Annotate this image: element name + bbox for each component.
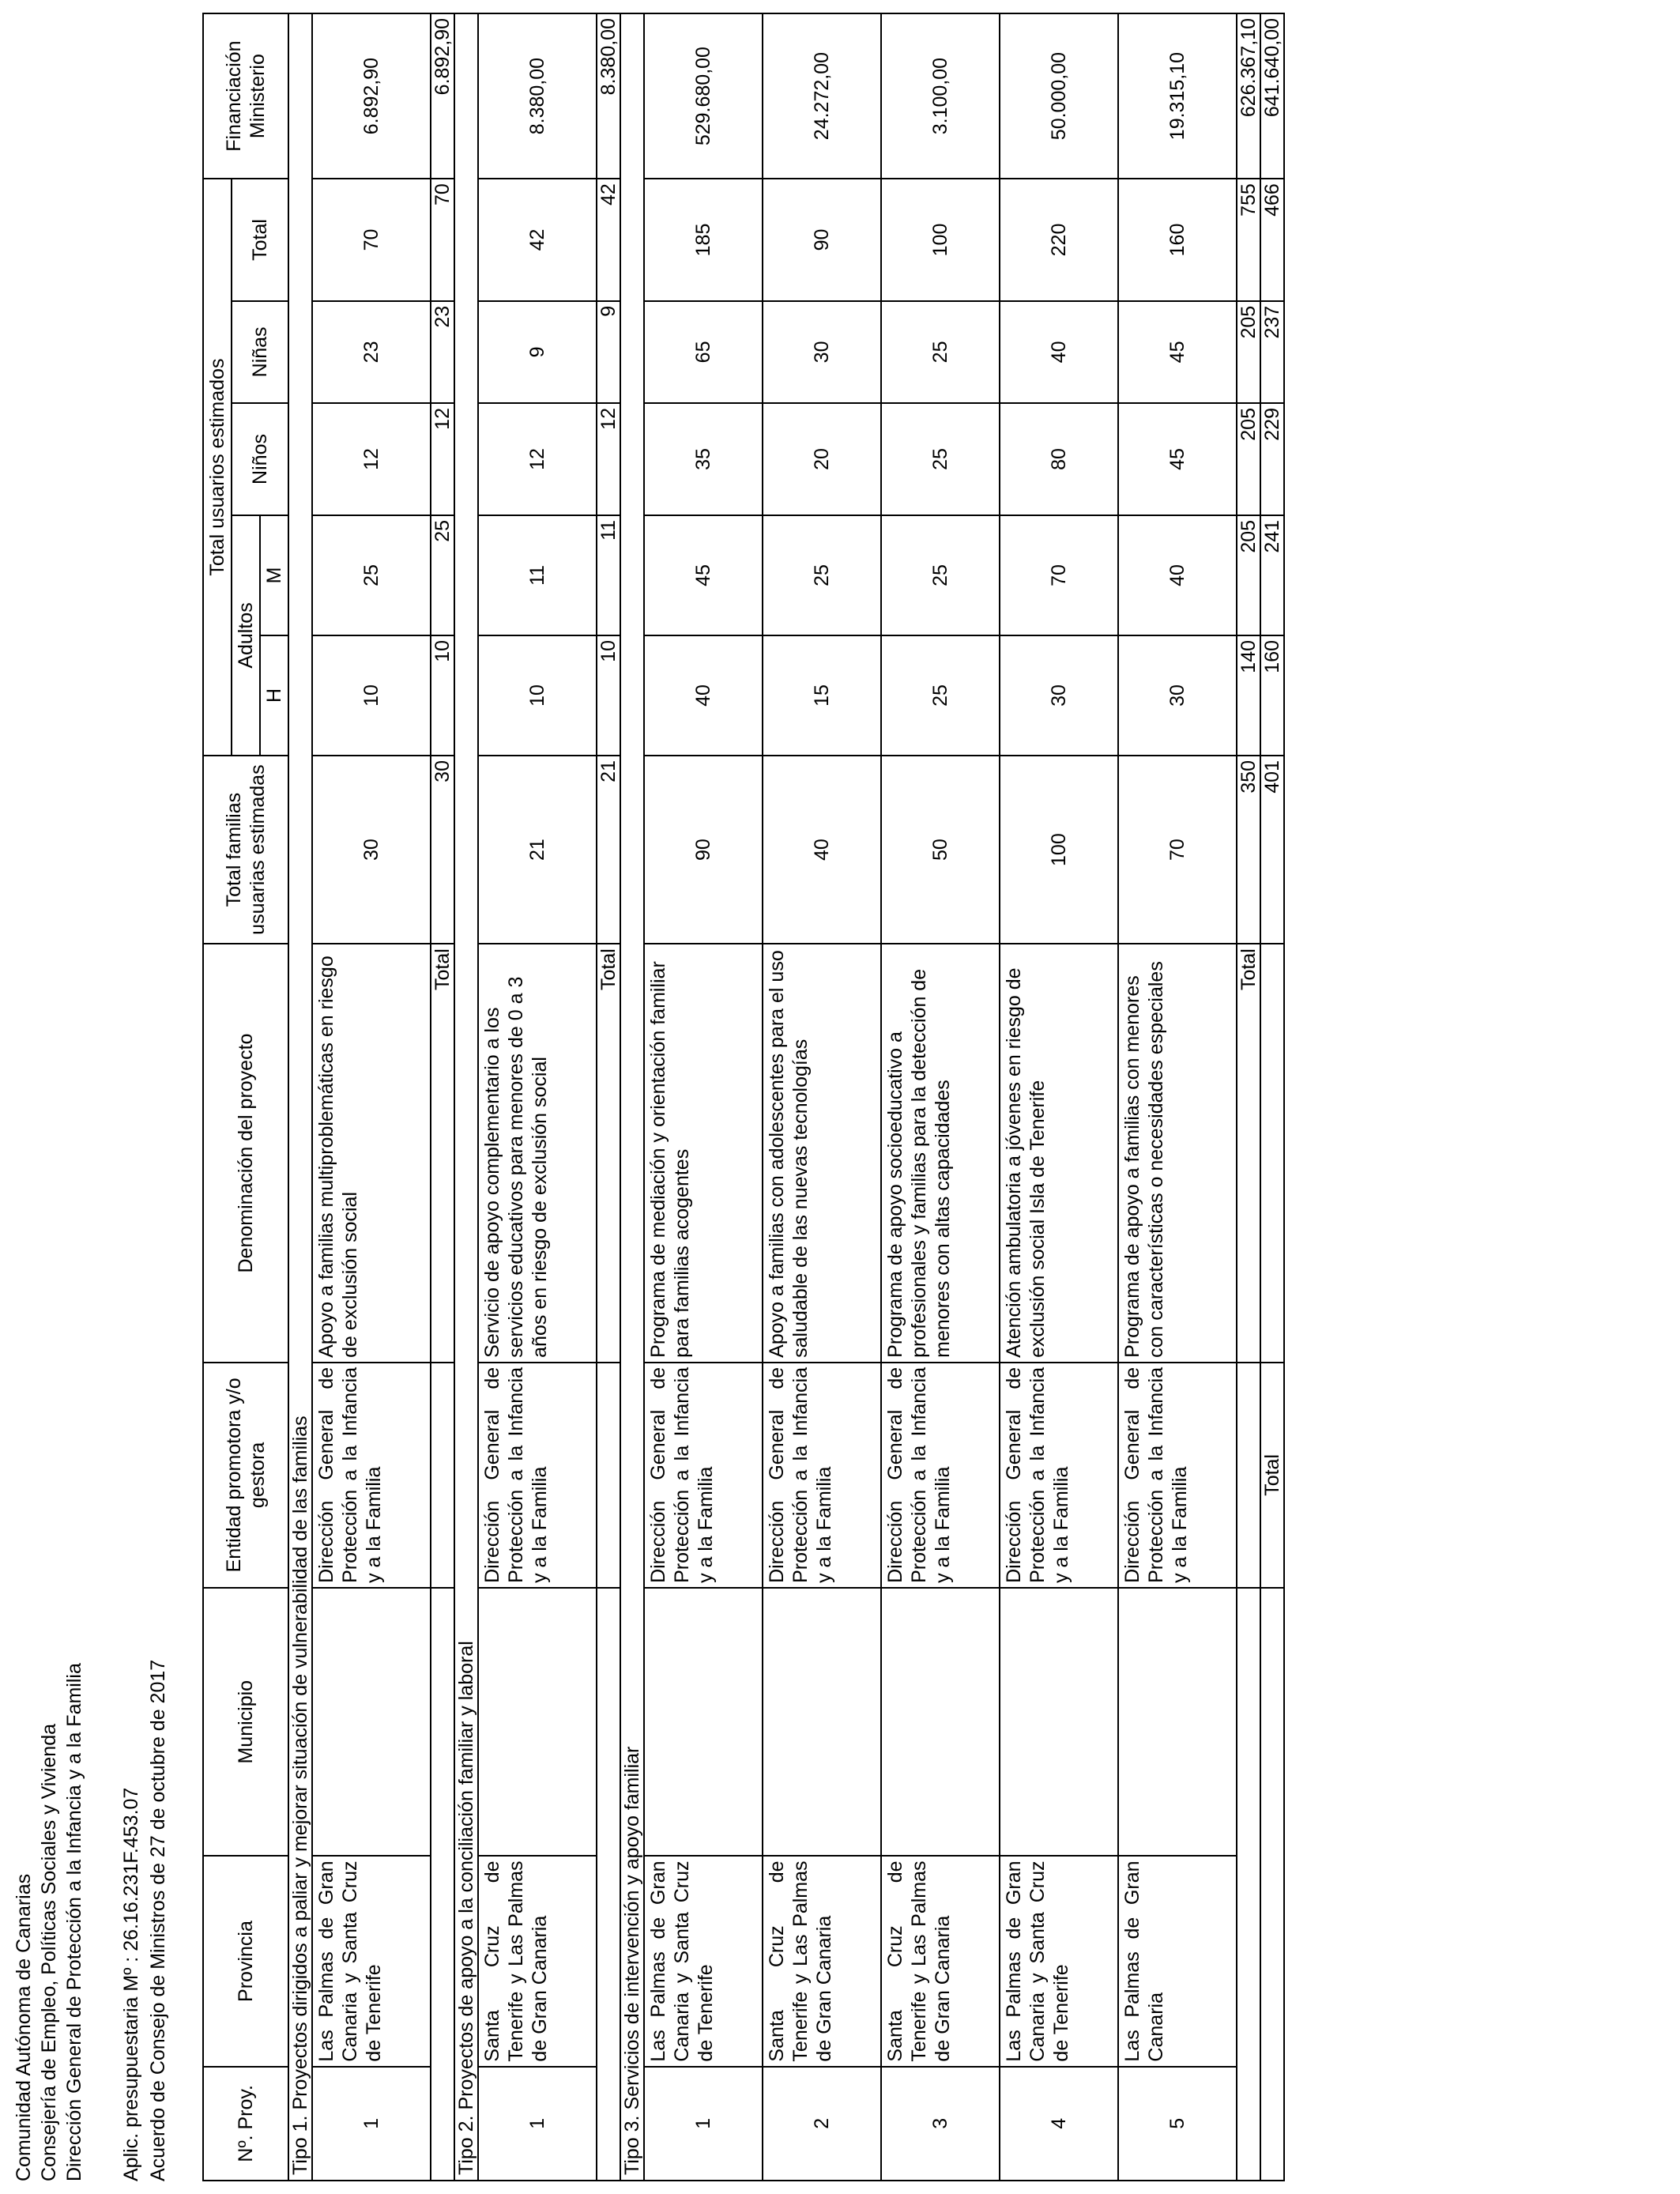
section-title: Tipo 1. Proyectos dirigidos a paliar y mejorar situación de vulnerabilidad de las familias <box>288 13 312 2181</box>
cell-total: 185 <box>644 179 763 301</box>
cell-entidad: Dirección General de Protección a la Infancia y a la Familia <box>763 1363 881 1588</box>
cell-provincia: Santa Cruz de Tenerife y Las Palmas de Gran Canaria <box>881 1856 1000 2066</box>
cell-num: 2 <box>763 2067 881 2181</box>
total-financiacion: 6.892,90 <box>431 13 454 179</box>
cell-denominacion: Apoyo a familias multiproblemáticas en riesgo de exclusión social <box>312 944 431 1363</box>
total-label: Total <box>597 944 620 1363</box>
section-row <box>454 13 478 2181</box>
cell-num: 1 <box>478 2067 597 2181</box>
cell-h: 15 <box>763 635 881 756</box>
col-total: Total <box>232 179 288 301</box>
col-num: Nº. Proy. <box>203 2067 288 2181</box>
total-total: 70 <box>431 179 454 301</box>
cell-provincia: Las Palmas de Gran Canaria y Santa Cruz de Tenerife <box>644 1856 763 2066</box>
total-h: 10 <box>597 635 620 756</box>
cell-ninas: 30 <box>763 301 881 403</box>
cell-entidad: Dirección General de Protección a la Infancia y a la Familia <box>644 1363 763 1588</box>
cell-entidad: Dirección General de Protección a la Infancia y a la Familia <box>881 1363 1000 1588</box>
section-row <box>620 13 644 2181</box>
cell-total: 90 <box>763 179 881 301</box>
total-ninos: 12 <box>431 403 454 515</box>
header-line-2: Consejería de Empleo, Políticas Sociales y Vivienda <box>38 1723 60 2181</box>
col-usuarios: Total usuarios estimados <box>203 179 232 756</box>
budget-line: Aplic. presupuestaria Mº : 26.16.231F.453.07 <box>120 1787 142 2181</box>
cell-financiacion: 50.000,00 <box>1000 13 1118 179</box>
cell-ninos: 35 <box>644 403 763 515</box>
grand-total-spacer <box>1260 944 1284 1363</box>
total-total: 42 <box>597 179 620 301</box>
total-spacer <box>597 1363 620 1588</box>
total-familias: 350 <box>1237 756 1260 944</box>
cell-provincia: Las Palmas de Gran Canaria y Santa Cruz de Tenerife <box>312 1856 431 2066</box>
col-h: H <box>260 635 288 756</box>
col-adultos: Adultos <box>232 515 260 756</box>
grand-total-m: 241 <box>1260 515 1284 635</box>
total-label: Total <box>1237 944 1260 1363</box>
agreement-line: Acuerdo de Consejo de Ministros de 27 de octubre de 2017 <box>147 1659 169 2181</box>
col-entidad: Entidad promotora y/o gestora <box>203 1363 288 1588</box>
cell-municipio <box>478 1588 597 1857</box>
total-financiacion: 626.367,10 <box>1237 13 1260 179</box>
cell-entidad: Dirección General de Protección a la Infancia y a la Familia <box>312 1363 431 1588</box>
cell-total: 220 <box>1000 179 1118 301</box>
total-ninos: 205 <box>1237 403 1260 515</box>
total-m: 205 <box>1237 515 1260 635</box>
total-m: 25 <box>431 515 454 635</box>
total-familias: 30 <box>431 756 454 944</box>
cell-ninas: 9 <box>478 301 597 403</box>
cell-total: 70 <box>312 179 431 301</box>
section-title: Tipo 2. Proyectos de apoyo a la conciliación familiar y laboral <box>454 13 478 2181</box>
cell-familias: 30 <box>312 756 431 944</box>
cell-financiacion: 6.892,90 <box>312 13 431 179</box>
table-row <box>1000 13 1118 2181</box>
grand-total-h: 160 <box>1260 635 1284 756</box>
col-ninos: Niños <box>232 403 288 515</box>
col-denominacion: Denominación del proyecto <box>203 944 288 1363</box>
cell-m: 11 <box>478 515 597 635</box>
section-total-row <box>1237 13 1260 2181</box>
section-total-row <box>431 13 454 2181</box>
cell-ninos: 45 <box>1118 403 1237 515</box>
grand-total-spacer <box>1260 1588 1284 2181</box>
total-ninas: 23 <box>431 301 454 403</box>
col-provincia: Provincia <box>203 1856 288 2066</box>
cell-familias: 40 <box>763 756 881 944</box>
cell-m: 40 <box>1118 515 1237 635</box>
cell-municipio <box>312 1588 431 1857</box>
cell-familias: 50 <box>881 756 1000 944</box>
cell-total: 100 <box>881 179 1000 301</box>
col-municipio: Municipio <box>203 1588 288 1857</box>
cell-ninos: 20 <box>763 403 881 515</box>
grand-total-familias: 401 <box>1260 756 1284 944</box>
cell-familias: 90 <box>644 756 763 944</box>
total-ninas: 9 <box>597 301 620 403</box>
cell-h: 10 <box>312 635 431 756</box>
table-row <box>763 13 881 2181</box>
grand-total-financiacion: 641.640,00 <box>1260 13 1284 179</box>
cell-ninos: 80 <box>1000 403 1118 515</box>
cell-m: 25 <box>763 515 881 635</box>
cell-municipio <box>881 1588 1000 1857</box>
table-body <box>288 13 1284 2181</box>
cell-financiacion: 529.680,00 <box>644 13 763 179</box>
table-header <box>203 13 288 2181</box>
cell-ninas: 23 <box>312 301 431 403</box>
cell-m: 70 <box>1000 515 1118 635</box>
table-row <box>1118 13 1237 2181</box>
cell-ninas: 65 <box>644 301 763 403</box>
cell-denominacion: Programa de apoyo socioeducativo a profesionales y familias para la detección de menores con altas capacidades <box>881 944 1000 1363</box>
cell-financiacion: 3.100,00 <box>881 13 1000 179</box>
header-line-1: Comunidad Autónoma de Canarias <box>13 1873 35 2181</box>
cell-num: 3 <box>881 2067 1000 2181</box>
total-financiacion: 8.380,00 <box>597 13 620 179</box>
cell-denominacion: Programa de apoyo a familias con menores con características o necesidades especiales <box>1118 944 1237 1363</box>
cell-denominacion: Apoyo a familias con adolescentes para el uso saludable de las nuevas tecnologías <box>763 944 881 1363</box>
cell-num: 5 <box>1118 2067 1237 2181</box>
cell-financiacion: 8.380,00 <box>478 13 597 179</box>
cell-num: 1 <box>644 2067 763 2181</box>
cell-municipio <box>1000 1588 1118 1857</box>
cell-municipio <box>763 1588 881 1857</box>
cell-entidad: Dirección General de Protección a la Infancia y a la Familia <box>1000 1363 1118 1588</box>
grand-total-total: 466 <box>1260 179 1284 301</box>
cell-m: 25 <box>881 515 1000 635</box>
section-row <box>288 13 312 2181</box>
cell-denominacion: Programa de mediación y orientación familiar para familias acogentes <box>644 944 763 1363</box>
total-spacer <box>1237 1363 1260 1588</box>
total-label: Total <box>431 944 454 1363</box>
grand-total-ninos: 229 <box>1260 403 1284 515</box>
cell-municipio <box>644 1588 763 1857</box>
cell-financiacion: 24.272,00 <box>763 13 881 179</box>
cell-entidad: Dirección General de Protección a la Infancia y a la Familia <box>1118 1363 1237 1588</box>
cell-ninos: 12 <box>478 403 597 515</box>
cell-provincia: Las Palmas de Gran Canaria <box>1118 1856 1237 2066</box>
cell-total: 42 <box>478 179 597 301</box>
total-spacer <box>597 1588 620 2181</box>
cell-denominacion: Servicio de apoyo complementario a los servicios educativos para menores de 0 a 3 años en riesgo de exclusión social <box>478 944 597 1363</box>
cell-h: 25 <box>881 635 1000 756</box>
cell-h: 40 <box>644 635 763 756</box>
cell-denominacion: Atención ambulatoria a jóvenes en riesgo de exclusión social Isla de Tenerife <box>1000 944 1118 1363</box>
grand-total-label: Total <box>1260 1363 1284 1588</box>
col-familias: Total familias usuarias estimadas <box>203 756 288 944</box>
table-row <box>644 13 763 2181</box>
cell-familias: 21 <box>478 756 597 944</box>
col-financiacion: Financiación Ministerio <box>203 13 288 179</box>
cell-m: 45 <box>644 515 763 635</box>
cell-num: 1 <box>312 2067 431 2181</box>
section-total-row <box>597 13 620 2181</box>
cell-h: 30 <box>1118 635 1237 756</box>
total-ninas: 205 <box>1237 301 1260 403</box>
cell-ninas: 25 <box>881 301 1000 403</box>
grand-total-ninas: 237 <box>1260 301 1284 403</box>
projects-table <box>202 13 1285 2181</box>
cell-familias: 70 <box>1118 756 1237 944</box>
col-ninas: Niñas <box>232 301 288 403</box>
table-row <box>312 13 431 2181</box>
cell-municipio <box>1118 1588 1237 1857</box>
total-ninos: 12 <box>597 403 620 515</box>
cell-ninas: 40 <box>1000 301 1118 403</box>
cell-ninos: 12 <box>312 403 431 515</box>
cell-ninas: 45 <box>1118 301 1237 403</box>
cell-provincia: Las Palmas de Gran Canaria y Santa Cruz de Tenerife <box>1000 1856 1118 2066</box>
grand-total-row <box>1260 13 1284 2181</box>
cell-h: 30 <box>1000 635 1118 756</box>
table-row <box>881 13 1000 2181</box>
total-familias: 21 <box>597 756 620 944</box>
cell-total: 160 <box>1118 179 1237 301</box>
section-title: Tipo 3. Servicios de intervención y apoyo familiar <box>620 13 644 2181</box>
cell-financiacion: 19.315,10 <box>1118 13 1237 179</box>
cell-familias: 100 <box>1000 756 1118 944</box>
cell-h: 10 <box>478 635 597 756</box>
total-h: 140 <box>1237 635 1260 756</box>
total-m: 11 <box>597 515 620 635</box>
cell-ninos: 25 <box>881 403 1000 515</box>
header-line-3: Dirección General de Protección a la Infancia y a la Familia <box>63 1663 85 2181</box>
total-spacer <box>431 1588 454 2181</box>
cell-num: 4 <box>1000 2067 1118 2181</box>
col-m: M <box>260 515 288 635</box>
cell-provincia: Santa Cruz de Tenerife y Las Palmas de Gran Canaria <box>763 1856 881 2066</box>
table-row <box>478 13 597 2181</box>
total-h: 10 <box>431 635 454 756</box>
cell-m: 25 <box>312 515 431 635</box>
cell-entidad: Dirección General de Protección a la Infancia y a la Familia <box>478 1363 597 1588</box>
total-spacer <box>1237 1588 1260 2181</box>
total-spacer <box>431 1363 454 1588</box>
total-total: 755 <box>1237 179 1260 301</box>
cell-provincia: Santa Cruz de Tenerife y Las Palmas de Gran Canaria <box>478 1856 597 2066</box>
